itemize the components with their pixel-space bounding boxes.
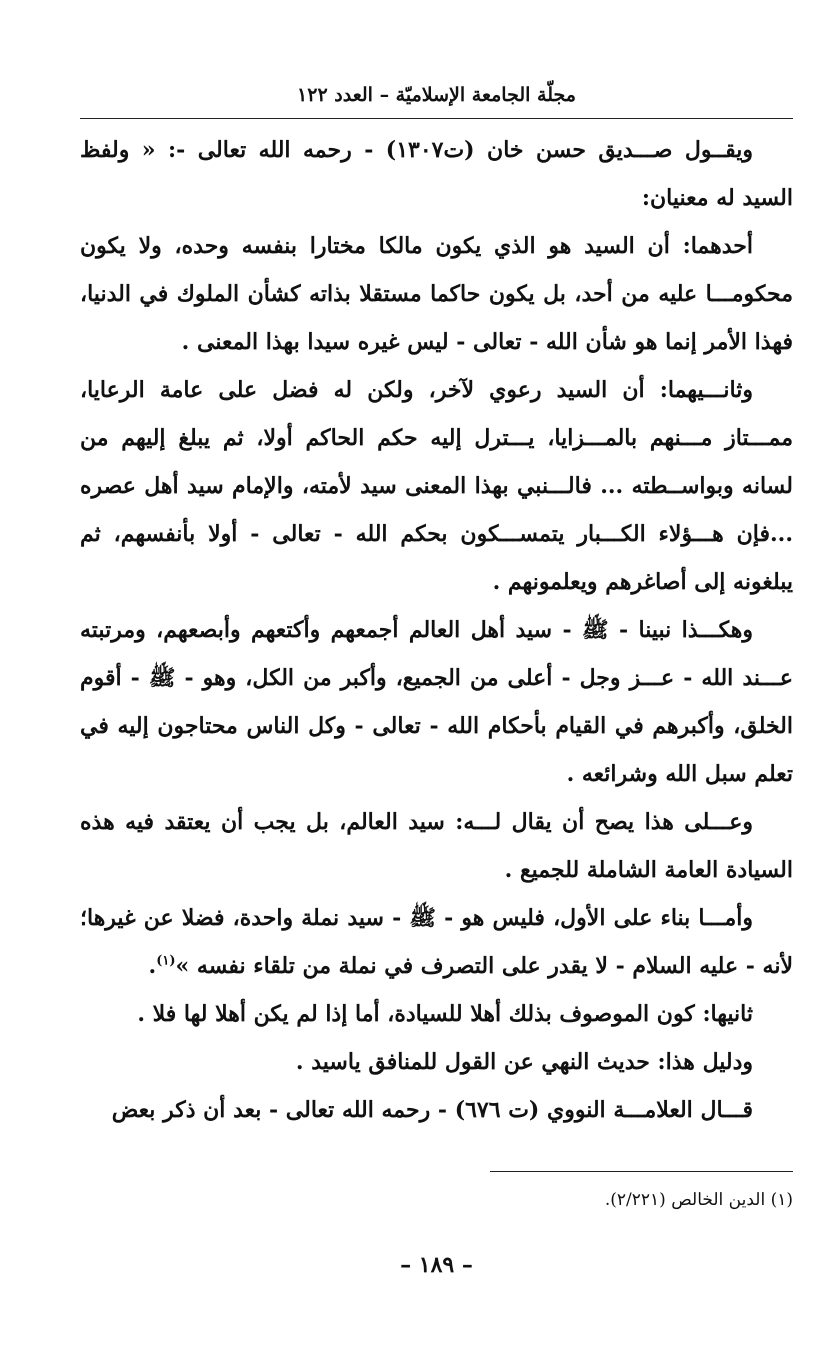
paragraph-text: وأمـــا بناء على الأول، فليس هو - ﷺ - سيد نملة واحدة، فضلا عن غيرها؛ لأنه - عليه السلام - لا يقدر على التصرف في نملة من تلقاء نفسه »: [80, 905, 793, 979]
footnote: (١) الدين الخالص (٢/٢٢١).: [604, 1190, 793, 1210]
paragraph-with-footnote: [80, 894, 793, 990]
paragraph: ودليل هذا: حديث النهي عن القول للمنافق ياسيد .: [295, 1049, 753, 1075]
paragraph: قـــال العلامـــة النووي (ت ٦٧٦) - رحمه الله تعالى - بعد أن ذكر بعض: [111, 1097, 753, 1123]
header-divider: [80, 118, 793, 119]
journal-header: مجلّة الجامعة الإسلاميّة – العدد ١٢٢: [297, 84, 576, 106]
paragraph: أحدهما: أن السيد هو الذي يكون مالكا مختارا بنفسه وحده، ولا يكون محكومـــا عليه من أحد، بل يكون حاكما مستقلا بذاته كشأن الملوك في الدنيا، فهذا الأمر إنما هو شأن الله - تعالى - ليس غيره سيدا بهذا المعنى .: [80, 233, 793, 355]
paragraph: وهكـــذا نبينا - ﷺ - سيد أهل العالم أجمعهم وأكتعهم وأبصعهم، ومرتبته عـــند الله - عـــز وجل - أعلى من الجميع، وأكبر من الكل، وهو - ﷺ - أقوم الخلق، وأكبرهم في القيام بأحكام الله - تعالى - وكل الناس محتاجون إليه في تعلم سبل الله وشرائعه .: [80, 617, 793, 787]
sentence-end: .: [148, 953, 157, 979]
paragraph: ثانيها: كون الموصوف بذلك أهلا للسيادة، أما إذا لم يكن أهلا لها فلا .: [137, 1001, 753, 1027]
footnote-marker: (١): [156, 953, 176, 969]
body-text: [80, 126, 793, 1134]
footnote-divider: [490, 1171, 793, 1172]
page-number: – ١٨٩ –: [400, 1252, 473, 1278]
paragraph: ويقــول صـــديق حسن خان (ت١٣٠٧) - رحمه الله تعالى -: « ولفظ السيد له معنيان:: [80, 137, 793, 211]
paragraph: وعـــلى هذا يصح أن يقال لـــه: سيد العالم، بل يجب أن يعتقد فيه هذه السيادة العامة الشاملة للجميع .: [80, 809, 793, 883]
paragraph: وثانـــيهما: أن السيد رعوي لآخر، ولكن له فضل على عامة الرعايا، ممـــتاز مـــنهم بالمـــزايا، يـــترل إليه حكم الحاكم أولا، ثم يبلغ إليهم من لسانه وبواســطته ... فالـــنبي بهذا المعنى سيد لأمته، والإمام سيد أهل عصره ...فإن هـــؤلاء الكـــبار يتمســـكون بحكم الله - تعالى - أولا بأنفسهم، ثم يبلغونه إلى أصاغرهم ويعلمونهم .: [80, 377, 793, 595]
